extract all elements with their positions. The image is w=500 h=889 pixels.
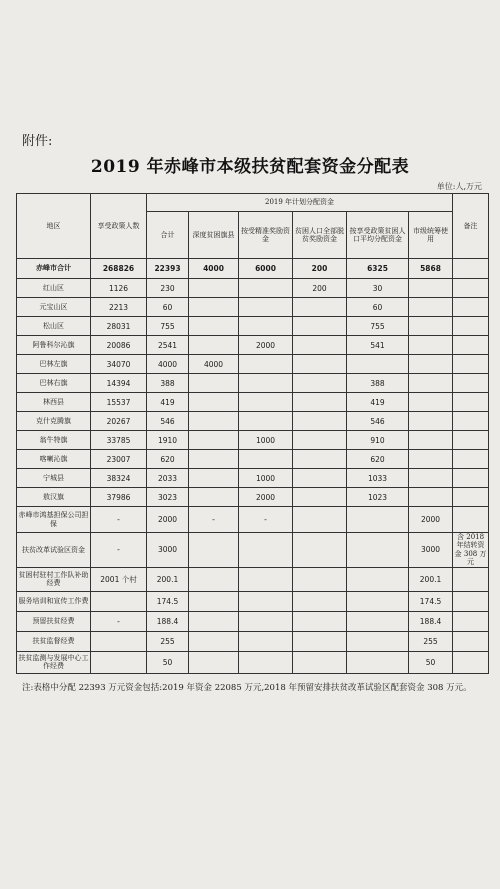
table-row (17, 279, 489, 298)
cell-region: 贫困村驻村工作队补助经费 (17, 567, 91, 591)
cell-deep (189, 611, 239, 631)
cell-region: 扶贫改革试验区资金 (17, 533, 91, 568)
cell-remark (453, 355, 489, 374)
cell-people (91, 631, 147, 651)
cell-remark (453, 651, 489, 673)
header-city-overall: 市级统筹使用 (409, 212, 453, 259)
cell-full (293, 374, 347, 393)
table-row (17, 450, 489, 469)
table-row (17, 412, 489, 431)
cell-precise: 2000 (239, 336, 293, 355)
cell-people: 268826 (91, 259, 147, 279)
cell-full (293, 450, 347, 469)
cell-precise: 1000 (239, 431, 293, 450)
table-row (17, 431, 489, 450)
cell-per: 30 (347, 279, 409, 298)
table-row (17, 469, 489, 488)
attachment-label: 附件: (22, 134, 53, 149)
cell-city (409, 431, 453, 450)
cell-city (409, 393, 453, 412)
cell-city: 200.1 (409, 567, 453, 591)
cell-deep (189, 279, 239, 298)
cell-region: 扶贫监督经费 (17, 631, 91, 651)
cell-full (293, 631, 347, 651)
cell-remark (453, 336, 489, 355)
cell-remark (453, 279, 489, 298)
cell-people: 15537 (91, 393, 147, 412)
cell-region: 翁牛特旗 (17, 431, 91, 450)
cell-people: 37986 (91, 488, 147, 507)
cell-total: 2000 (147, 507, 189, 533)
table-row (17, 374, 489, 393)
header-precise-reward: 按受精准奖励资金 (239, 212, 293, 259)
cell-per: 755 (347, 317, 409, 336)
cell-per (347, 611, 409, 631)
cell-total: 4000 (147, 355, 189, 374)
cell-city (409, 298, 453, 317)
cell-remark: 含 2018 年结转资金 308 万元 (453, 533, 489, 568)
cell-region: 服务培训和宣传工作费 (17, 591, 91, 611)
cell-total: 388 (147, 374, 189, 393)
cell-full (293, 533, 347, 568)
cell-city (409, 336, 453, 355)
table-row (17, 393, 489, 412)
cell-full (293, 336, 347, 355)
table-row (17, 355, 489, 374)
cell-per: 6325 (347, 259, 409, 279)
cell-total: 2033 (147, 469, 189, 488)
cell-deep: - (189, 507, 239, 533)
cell-full (293, 469, 347, 488)
cell-total: 546 (147, 412, 189, 431)
cell-full: 200 (293, 279, 347, 298)
cell-region: 敖汉旗 (17, 488, 91, 507)
cell-total: 230 (147, 279, 189, 298)
cell-per: 388 (347, 374, 409, 393)
cell-precise (239, 591, 293, 611)
cell-city: 50 (409, 651, 453, 673)
cell-precise (239, 450, 293, 469)
header-beneficiaries: 享受政策人数 (91, 194, 147, 259)
cell-per: 541 (347, 336, 409, 355)
header-deep-poverty: 深度贫困旗县 (189, 212, 239, 259)
cell-total: 755 (147, 317, 189, 336)
table-row (17, 298, 489, 317)
cell-people: - (91, 507, 147, 533)
cell-total: 419 (147, 393, 189, 412)
cell-people: - (91, 611, 147, 631)
cell-full (293, 507, 347, 533)
header-total: 合计 (147, 212, 189, 259)
cell-people: 28031 (91, 317, 147, 336)
cell-per (347, 507, 409, 533)
cell-precise (239, 567, 293, 591)
cell-full (293, 412, 347, 431)
cell-remark (453, 507, 489, 533)
table-row (17, 533, 489, 568)
cell-per: 60 (347, 298, 409, 317)
cell-region: 赤峰市鸿基担保公司担保 (17, 507, 91, 533)
cell-region: 巴林左旗 (17, 355, 91, 374)
cell-total: 60 (147, 298, 189, 317)
cell-city (409, 317, 453, 336)
cell-deep (189, 317, 239, 336)
table-row (17, 336, 489, 355)
cell-remark (453, 259, 489, 279)
cell-total: 255 (147, 631, 189, 651)
unit-label: 单位:人,万元 (436, 182, 482, 191)
cell-people (91, 591, 147, 611)
table-row (17, 507, 489, 533)
cell-per (347, 567, 409, 591)
table-body (17, 259, 489, 674)
cell-region: 巴林右旗 (17, 374, 91, 393)
cell-city: 174.5 (409, 591, 453, 611)
cell-remark (453, 469, 489, 488)
cell-precise (239, 651, 293, 673)
cell-city (409, 374, 453, 393)
cell-city (409, 488, 453, 507)
cell-precise (239, 374, 293, 393)
header-remarks: 备注 (453, 194, 489, 259)
cell-precise: 6000 (239, 259, 293, 279)
cell-deep (189, 488, 239, 507)
cell-total: 174.5 (147, 591, 189, 611)
cell-per (347, 631, 409, 651)
cell-remark (453, 412, 489, 431)
cell-people: 2213 (91, 298, 147, 317)
cell-deep (189, 591, 239, 611)
cell-city: 3000 (409, 533, 453, 568)
cell-city (409, 279, 453, 298)
cell-full (293, 591, 347, 611)
cell-people: 1126 (91, 279, 147, 298)
cell-deep (189, 469, 239, 488)
cell-people: 38324 (91, 469, 147, 488)
cell-city: 5868 (409, 259, 453, 279)
header-per-capita: 按享受政策贫困人口平均分配资金 (347, 212, 409, 259)
cell-precise (239, 279, 293, 298)
cell-full: 200 (293, 259, 347, 279)
cell-deep (189, 431, 239, 450)
cell-total: 188.4 (147, 611, 189, 631)
cell-deep (189, 374, 239, 393)
cell-remark (453, 431, 489, 450)
cell-total: 50 (147, 651, 189, 673)
cell-full (293, 488, 347, 507)
cell-region: 松山区 (17, 317, 91, 336)
cell-remark (453, 393, 489, 412)
table-row (17, 631, 489, 651)
cell-remark (453, 374, 489, 393)
table-row (17, 567, 489, 591)
cell-per (347, 533, 409, 568)
cell-deep (189, 567, 239, 591)
cell-precise (239, 533, 293, 568)
cell-precise (239, 355, 293, 374)
cell-full (293, 298, 347, 317)
cell-per: 1023 (347, 488, 409, 507)
cell-full (293, 431, 347, 450)
cell-people: 33785 (91, 431, 147, 450)
cell-remark (453, 298, 489, 317)
cell-total: 3023 (147, 488, 189, 507)
cell-per: 546 (347, 412, 409, 431)
cell-precise (239, 317, 293, 336)
cell-precise (239, 393, 293, 412)
cell-deep: 4000 (189, 355, 239, 374)
cell-city: 188.4 (409, 611, 453, 631)
cell-deep (189, 412, 239, 431)
cell-region: 扶贫监测与发展中心工作经费 (17, 651, 91, 673)
cell-remark (453, 450, 489, 469)
page-title: 2019 年赤峰市本级扶贫配套资金分配表 (90, 157, 410, 177)
cell-people: - (91, 533, 147, 568)
cell-remark (453, 317, 489, 336)
cell-people: 34070 (91, 355, 147, 374)
cell-full (293, 355, 347, 374)
cell-precise: 1000 (239, 469, 293, 488)
cell-deep (189, 336, 239, 355)
cell-people: 23007 (91, 450, 147, 469)
cell-city (409, 450, 453, 469)
cell-precise: 2000 (239, 488, 293, 507)
cell-total: 22393 (147, 259, 189, 279)
cell-deep (189, 450, 239, 469)
cell-people: 14394 (91, 374, 147, 393)
table-row (17, 259, 489, 279)
cell-deep (189, 393, 239, 412)
cell-per (347, 651, 409, 673)
cell-full (293, 317, 347, 336)
cell-deep (189, 651, 239, 673)
cell-region: 元宝山区 (17, 298, 91, 317)
cell-per: 620 (347, 450, 409, 469)
cell-region: 预留扶贫经费 (17, 611, 91, 631)
cell-region: 宁城县 (17, 469, 91, 488)
cell-remark (453, 488, 489, 507)
cell-remark (453, 611, 489, 631)
cell-region: 阿鲁科尔沁旗 (17, 336, 91, 355)
cell-remark (453, 631, 489, 651)
cell-region: 林西县 (17, 393, 91, 412)
cell-region: 红山区 (17, 279, 91, 298)
cell-people: 2001 个村 (91, 567, 147, 591)
cell-total: 3000 (147, 533, 189, 568)
table-row (17, 317, 489, 336)
cell-full (293, 611, 347, 631)
header-full-poverty-reward: 贫困人口全部脱贫奖励资金 (293, 212, 347, 259)
cell-full (293, 567, 347, 591)
cell-deep (189, 631, 239, 651)
cell-per: 910 (347, 431, 409, 450)
cell-precise (239, 298, 293, 317)
cell-city (409, 355, 453, 374)
cell-precise: - (239, 507, 293, 533)
cell-deep (189, 533, 239, 568)
cell-per: 1033 (347, 469, 409, 488)
allocation-table (16, 193, 489, 674)
table-row (17, 651, 489, 673)
cell-full (293, 651, 347, 673)
cell-per (347, 591, 409, 611)
table-row (17, 591, 489, 611)
cell-precise (239, 631, 293, 651)
cell-total: 1910 (147, 431, 189, 450)
table-row (17, 611, 489, 631)
cell-precise (239, 412, 293, 431)
cell-per (347, 355, 409, 374)
cell-people: 20086 (91, 336, 147, 355)
cell-per: 419 (347, 393, 409, 412)
cell-city: 255 (409, 631, 453, 651)
header-plan-group: 2019 年计划分配资金 (147, 194, 453, 212)
cell-precise (239, 611, 293, 631)
cell-deep: 4000 (189, 259, 239, 279)
cell-remark (453, 567, 489, 591)
cell-city (409, 469, 453, 488)
table-row (17, 488, 489, 507)
cell-city (409, 412, 453, 431)
footnote: 注:表格中分配 22393 万元资金包括:2019 年资金 22085 万元,2018 年预留安排扶贫改革试验区配套资金 308 万元。 (22, 683, 472, 693)
cell-full (293, 393, 347, 412)
cell-region: 赤峰市合计 (17, 259, 91, 279)
cell-people: 20267 (91, 412, 147, 431)
cell-city: 2000 (409, 507, 453, 533)
cell-people (91, 651, 147, 673)
cell-deep (189, 298, 239, 317)
cell-total: 200.1 (147, 567, 189, 591)
cell-total: 2541 (147, 336, 189, 355)
cell-total: 620 (147, 450, 189, 469)
cell-region: 喀喇沁旗 (17, 450, 91, 469)
header-region: 地区 (17, 194, 91, 259)
cell-region: 克什克腾旗 (17, 412, 91, 431)
cell-remark (453, 591, 489, 611)
